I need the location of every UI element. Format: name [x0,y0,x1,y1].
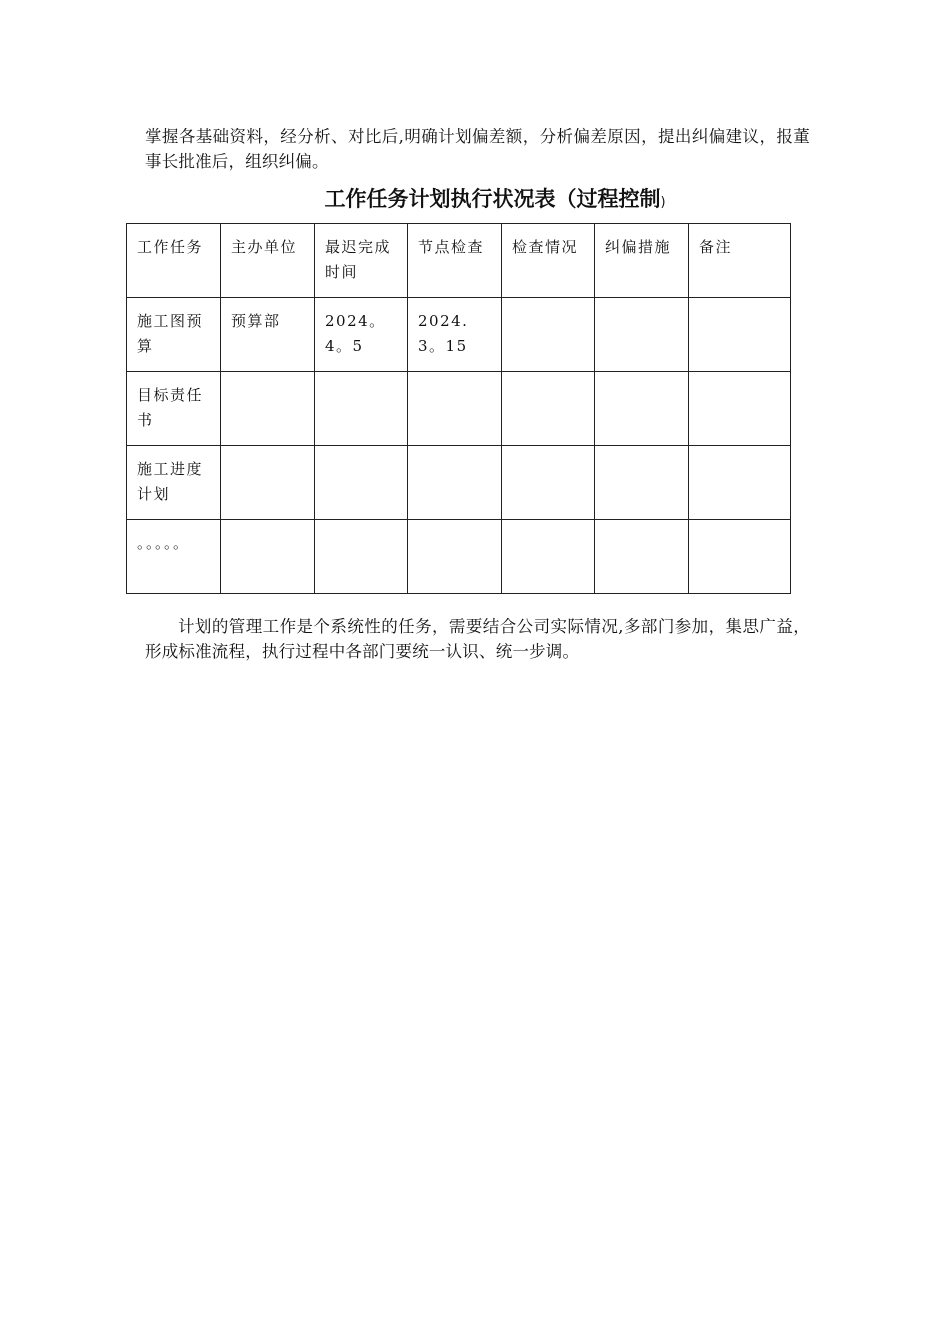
table-cell: 。。。。。 [127,520,221,594]
table-cell [595,520,689,594]
header-cell-correction: 纠偏措施 [595,224,689,298]
table-cell [221,446,315,520]
table-row [127,520,791,594]
table-header-row [127,224,791,298]
table-title [0,184,950,218]
table-cell [689,446,791,520]
header-cell-task: 工作任务 [127,224,221,298]
table-cell: 施工图预算 [127,298,221,372]
table-cell [315,446,408,520]
table-cell [221,520,315,594]
table-cell [689,298,791,372]
table-cell: 2024。4。5 [315,298,408,372]
table-row [127,446,791,520]
intro-paragraph: 掌握各基础资料，经分析、对比后,明确计划偏差额，分析偏差原因，提出纠偏建议，报董事长批准后，组织纠偏。 [145,127,810,171]
table-cell: 2024.3。15 [408,298,502,372]
table-cell [315,372,408,446]
table-title-text: 工作任务计划执行状况表（过程控制 [324,187,661,211]
table-cell [502,298,595,372]
table-cell [502,520,595,594]
table-cell [221,372,315,446]
closing-paragraph: 计划的管理工作是个系统性的任务，需要结合公司实际情况,多部门参加，集思广益，形成标准流程，执行过程中各部门要统一认识、统一步调。 [145,617,810,661]
table-cell [502,446,595,520]
table-cell [595,372,689,446]
header-cell-check-status: 检查情况 [502,224,595,298]
table-cell [595,298,689,372]
table-row [127,372,791,446]
table-cell: 施工进度计划 [127,446,221,520]
table-cell: 预算部 [221,298,315,372]
table-cell [408,446,502,520]
table-cell [595,446,689,520]
table-cell: 目标责任书 [127,372,221,446]
table-cell [502,372,595,446]
table-row [127,298,791,372]
table-cell [689,372,791,446]
header-cell-deadline: 最迟完成时间 [315,224,408,298]
table-title-close-paren: ) [660,195,666,210]
header-cell-department: 主办单位 [221,224,315,298]
table-cell [408,520,502,594]
table-cell [689,520,791,594]
header-cell-checkpoint: 节点检查 [408,224,502,298]
header-cell-remarks: 备注 [689,224,791,298]
table-cell [315,520,408,594]
plan-execution-table [126,223,791,594]
table-cell [408,372,502,446]
